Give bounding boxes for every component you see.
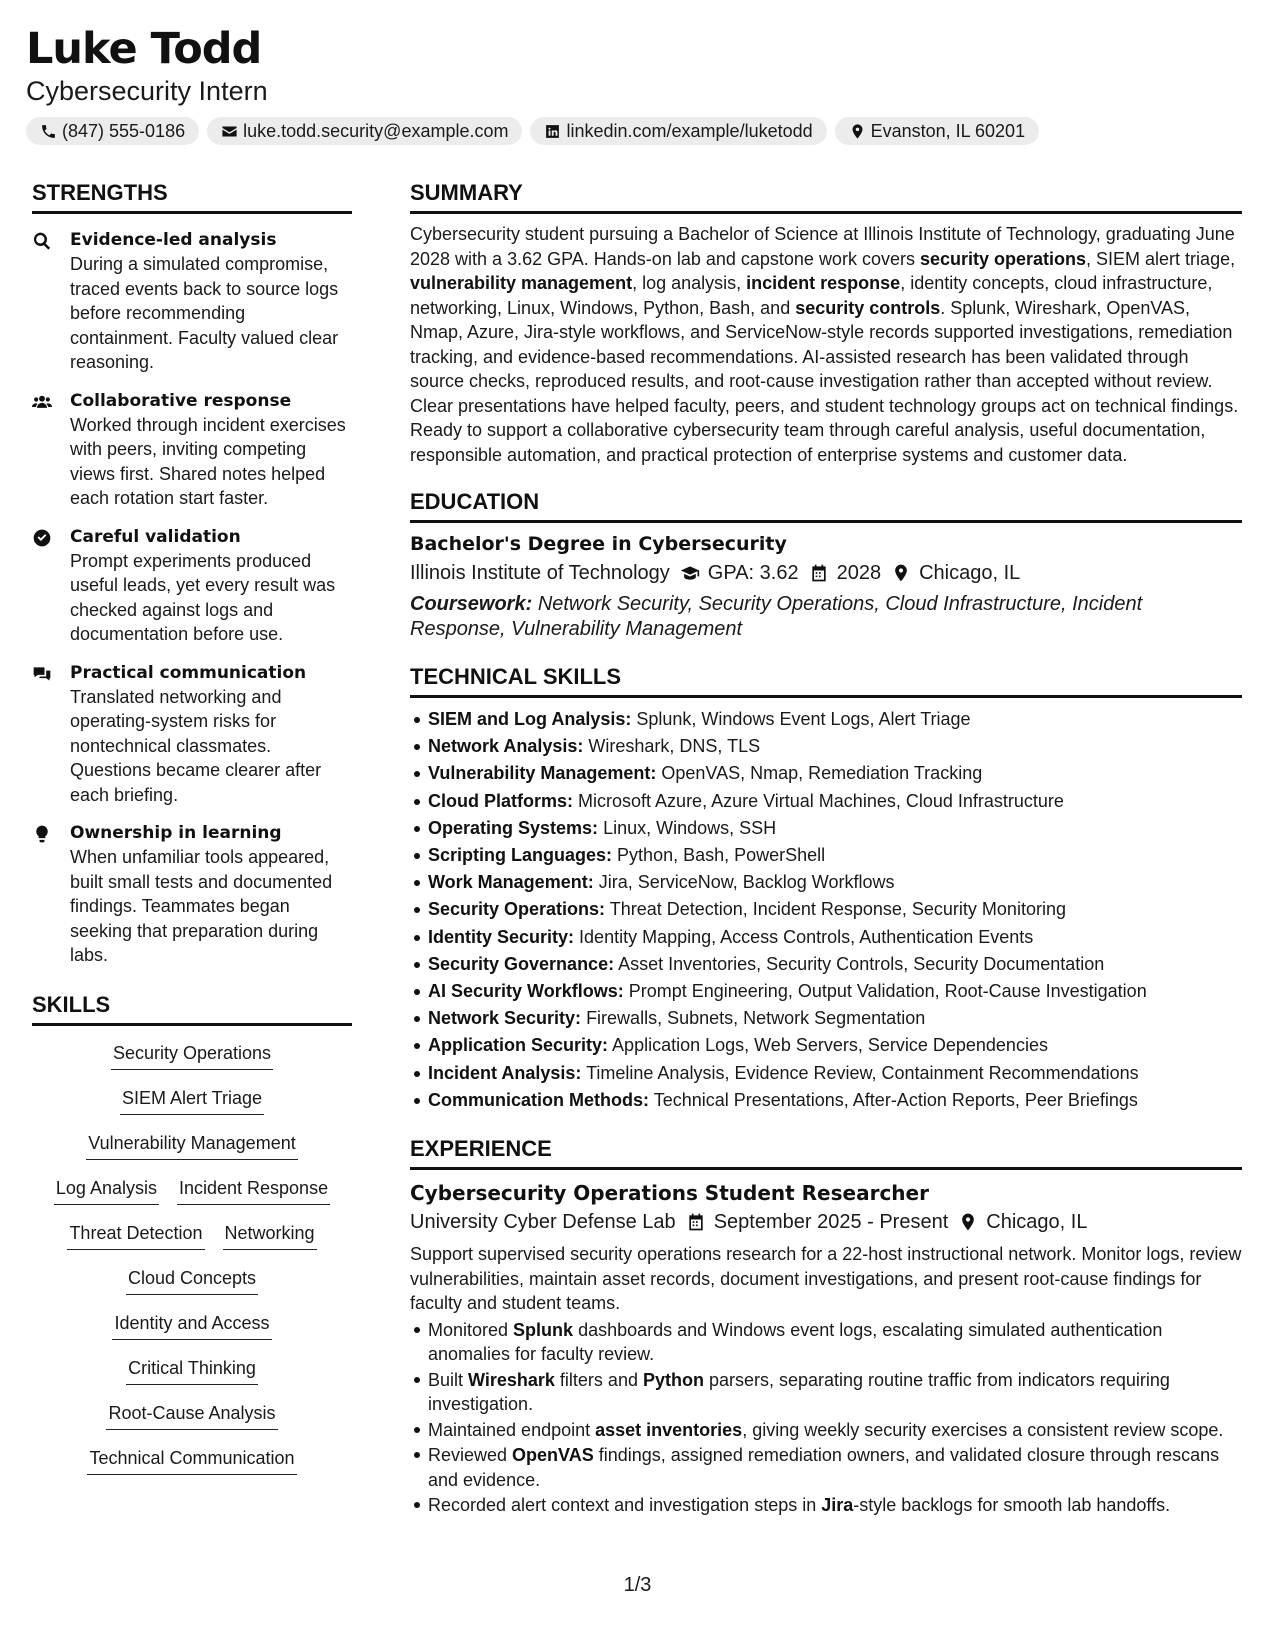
list-item xyxy=(410,1418,1242,1443)
page-number: 1/3 xyxy=(623,1574,652,1596)
calendar-icon xyxy=(809,563,829,583)
coursework-label: Coursework: xyxy=(410,593,533,615)
list-item xyxy=(410,1493,1242,1518)
left-column xyxy=(32,180,352,1490)
bullet-part: Maintained endpoint xyxy=(428,1419,596,1440)
phone-text: (847) 555-0186 xyxy=(62,120,186,141)
summary-keyword: security operations xyxy=(919,248,1087,269)
skill-values: Asset Inventories, Security Controls, Security Documentation xyxy=(618,953,1105,974)
skill-tag: Log Analysis xyxy=(54,1175,159,1205)
strengths-list xyxy=(32,228,352,968)
skill-category: Network Analysis: xyxy=(428,736,584,757)
list-item xyxy=(410,1032,1242,1059)
skill-tag: Threat Detection xyxy=(67,1220,204,1250)
skill-values: Timeline Analysis, Evidence Review, Containment Recommendations xyxy=(586,1062,1139,1083)
list-item xyxy=(410,842,1242,869)
strengths-heading: STRENGTHS xyxy=(32,180,352,214)
skill-tag: Identity and Access xyxy=(112,1310,271,1340)
lightbulb-icon xyxy=(32,824,52,844)
candidate-name: Luke Todd xyxy=(26,24,262,74)
summary-text xyxy=(410,222,1242,467)
list-item xyxy=(410,1087,1242,1114)
bullet-keyword: Python xyxy=(642,1369,704,1390)
education-section xyxy=(410,489,1242,642)
summary-part: , SIEM alert triage, xyxy=(1086,248,1236,269)
skill-tag: Critical Thinking xyxy=(126,1355,258,1385)
job-bullets xyxy=(410,1318,1242,1518)
technical-skills-section xyxy=(410,664,1242,1114)
skill-values: Firewalls, Subnets, Network Segmentation xyxy=(586,1008,926,1029)
skill-tags xyxy=(32,1040,352,1490)
linkedin-text: linkedin.com/example/luketodd xyxy=(566,120,813,141)
skill-tag: Networking xyxy=(223,1220,317,1250)
bullet-part: Recorded alert context and investigation steps in xyxy=(428,1495,822,1516)
skill-values: Microsoft Azure, Azure Virtual Machines, Cloud Infrastructure xyxy=(578,790,1064,811)
school-name: Illinois Institute of Technology xyxy=(410,562,670,584)
list-item xyxy=(410,788,1242,815)
bullet-part: findings, assigned remediation owners, and validated closure through rescans and evidence. xyxy=(428,1445,1220,1490)
job-title: Cybersecurity Operations Student Researcher xyxy=(410,1181,929,1206)
strength-title: Careful validation xyxy=(70,526,241,547)
map-pin-icon xyxy=(958,1212,978,1232)
location-text: Evanston, IL 60201 xyxy=(870,120,1026,141)
phone-chip[interactable] xyxy=(26,117,199,145)
skill-values: OpenVAS, Nmap, Remediation Tracking xyxy=(661,763,983,784)
strength-description: When unfamiliar tools appeared, built small tests and documented findings. Teammates began seeking that preparation during labs. xyxy=(70,847,333,965)
list-item xyxy=(410,1368,1242,1417)
organization-name: University Cyber Defense Lab xyxy=(410,1211,676,1234)
users-icon xyxy=(32,392,52,412)
map-pin-icon xyxy=(891,563,911,583)
graduation-year: 2028 xyxy=(836,562,882,584)
job-location: Chicago, IL xyxy=(986,1211,1088,1234)
bullet-keyword: OpenVAS xyxy=(512,1445,594,1466)
skill-values: Identity Mapping, Access Controls, Authentication Events xyxy=(579,926,1034,947)
skill-values: Technical Presentations, After-Action Reports, Peer Briefings xyxy=(653,1089,1138,1110)
technical-skills-heading: TECHNICAL SKILLS xyxy=(410,664,1242,698)
linkedin-icon xyxy=(544,123,561,140)
bullet-part: Built xyxy=(428,1369,469,1390)
gpa: GPA: 3.62 xyxy=(707,562,799,584)
bullet-part: Monitored xyxy=(428,1319,514,1340)
education-meta xyxy=(410,558,1242,588)
skill-values: Splunk, Windows Event Logs, Alert Triage xyxy=(636,709,971,729)
list-item xyxy=(410,978,1242,1005)
list-item xyxy=(410,1318,1242,1367)
skill-category: Cloud Platforms: xyxy=(428,790,574,811)
job-description: Support supervised security operations research for a 22-host instructional network. Monitor logs, review vulnerabilities, maintain asset records, document investigations, and present root-cause findings for faculty and student teams. xyxy=(410,1244,1242,1314)
coursework-list: Network Security, Security Operations, Cloud Infrastructure, Incident Response, Vulnerability Management xyxy=(410,593,1143,640)
list-item xyxy=(410,924,1242,951)
skill-category: Security Operations: xyxy=(428,899,606,920)
list-item xyxy=(410,1005,1242,1032)
skill-tag: Root-Cause Analysis xyxy=(106,1400,277,1430)
graduation-cap-icon xyxy=(680,563,700,583)
technical-skills-list xyxy=(410,706,1242,1114)
phone-icon xyxy=(40,123,57,140)
strength-description: Translated networking and operating-system risks for nontechnical classmates. Questions became clearer after each briefing. xyxy=(70,686,322,805)
skill-category: Network Security: xyxy=(428,1008,582,1029)
skill-tag: Security Operations xyxy=(111,1040,273,1070)
skill-category: Incident Analysis: xyxy=(428,1062,582,1083)
strength-item xyxy=(32,389,352,511)
list-item xyxy=(410,1060,1242,1087)
bullet-part: Reviewed xyxy=(428,1445,513,1466)
list-item xyxy=(410,1443,1242,1492)
skill-category: Security Governance: xyxy=(428,953,615,974)
skills-heading: SKILLS xyxy=(32,992,352,1026)
strength-description: Worked through incident exercises with peers, inviting competing views first. Shared notes helped each rotation start faster. xyxy=(70,414,346,508)
bullet-part: filters and xyxy=(554,1369,643,1390)
strength-item xyxy=(32,661,352,808)
summary-part: . Splunk, Wireshark, OpenVAS, Nmap, Azure, Jira-style workflows, and ServiceNow-style records supported investigations, remediation tracking, and evidence-based recommendations. AI-assisted research has been validated through source checks, reproduced results, and root-cause investigation rather than accepted without review. Clear presentations have helped faculty, peers, and student technology groups act on technical findings. Ready to support a collaborative cybersecurity team through careful analysis, useful documentation, responsible automation, and practical protection of enterprise systems and customer data. xyxy=(410,297,1239,465)
bullet-part: , giving weekly security exercises a consistent review scope. xyxy=(742,1419,1224,1440)
list-item xyxy=(410,706,1242,733)
job-dates: September 2025 - Present xyxy=(713,1211,949,1234)
skill-values: Threat Detection, Incident Response, Security Monitoring xyxy=(609,899,1066,920)
bullet-keyword: Jira xyxy=(821,1495,854,1516)
bullet-part: -style backlogs for smooth lab handoffs. xyxy=(853,1495,1171,1516)
list-item xyxy=(410,760,1242,787)
summary-part: Cybersecurity student pursuing a Bachelor of Science at Illinois Institute of Technology, graduating June 2028 with a 3.62 GPA. Hands-on lab and capstone work covers xyxy=(410,224,1235,269)
chat-bubbles-icon xyxy=(32,664,52,684)
linkedin-chip[interactable] xyxy=(530,117,826,145)
skill-category: Vulnerability Management: xyxy=(428,763,657,784)
strength-item xyxy=(32,525,352,647)
list-item xyxy=(410,951,1242,978)
email-chip[interactable] xyxy=(207,117,522,145)
summary-part: , identity concepts, cloud infrastructure, networking, Linux, Windows, Python, Bash, and xyxy=(410,273,1213,318)
education-heading: EDUCATION xyxy=(410,489,1242,523)
summary-part: , log analysis, xyxy=(632,273,747,293)
strength-description: Prompt experiments produced useful leads, yet every result was checked against logs and documentation before use. xyxy=(70,550,336,644)
right-column xyxy=(410,180,1242,1519)
skill-category: Work Management: xyxy=(428,872,594,893)
strength-description: During a simulated compromise, traced events back to source logs before recommending containment. Faculty valued clear reasoning. xyxy=(70,254,339,372)
strength-title: Evidence-led analysis xyxy=(70,230,277,250)
list-item xyxy=(410,896,1242,923)
skill-category: Operating Systems: xyxy=(428,817,599,838)
summary-keyword: security controls xyxy=(795,297,941,318)
skill-tag: Vulnerability Management xyxy=(86,1130,297,1160)
contact-bar xyxy=(26,117,1249,145)
strength-title: Collaborative response xyxy=(70,390,292,411)
skill-category: AI Security Workflows: xyxy=(428,981,624,1002)
calendar-icon xyxy=(686,1212,706,1232)
skill-category: Identity Security: xyxy=(428,926,575,947)
bullet-keyword: Wireshark xyxy=(468,1369,555,1390)
summary-keyword: incident response xyxy=(746,273,901,293)
bullet-keyword: asset inventories xyxy=(595,1419,743,1440)
list-item xyxy=(410,733,1242,760)
job-meta xyxy=(410,1207,1242,1237)
experience-section xyxy=(410,1136,1242,1518)
skill-values: Wireshark, DNS, TLS xyxy=(588,736,761,757)
list-item xyxy=(410,815,1242,842)
location-chip xyxy=(835,117,1039,145)
skill-values: Prompt Engineering, Output Validation, Root-Cause Investigation xyxy=(628,981,1147,1002)
envelope-icon xyxy=(221,123,238,140)
skill-values: Application Logs, Web Servers, Service Dependencies xyxy=(612,1035,1048,1056)
strength-item xyxy=(32,821,352,968)
skill-category: Communication Methods: xyxy=(428,1089,649,1110)
resume-header xyxy=(26,24,1249,145)
skill-category: Scripting Languages: xyxy=(428,845,613,866)
skill-values: Linux, Windows, SSH xyxy=(603,817,777,838)
bullet-part: dashboards and Windows event logs, escalating simulated authentication anomalies for faculty review. xyxy=(428,1319,1163,1365)
email-text: luke.todd.security@example.com xyxy=(243,120,509,141)
skill-tag: SIEM Alert Triage xyxy=(120,1085,264,1115)
skill-tag: Incident Response xyxy=(177,1175,330,1205)
coursework xyxy=(410,592,1242,642)
skill-category: Application Security: xyxy=(428,1035,609,1056)
strength-title: Ownership in learning xyxy=(70,823,282,843)
bullet-part: parsers, separating routine traffic from indicators requiring investigation. xyxy=(428,1369,1170,1415)
skill-values: Python, Bash, PowerShell xyxy=(617,845,826,866)
bullet-keyword: Splunk xyxy=(513,1319,574,1340)
strength-item xyxy=(32,228,352,375)
candidate-role: Cybersecurity Intern xyxy=(26,76,268,106)
summary-keyword: vulnerability management xyxy=(410,273,633,293)
experience-heading: EXPERIENCE xyxy=(410,1136,1242,1170)
strength-title: Practical communication xyxy=(70,662,307,683)
school-location: Chicago, IL xyxy=(919,562,1021,584)
check-circle-icon xyxy=(32,528,52,548)
search-icon xyxy=(32,231,52,251)
skill-tag: Technical Communication xyxy=(87,1445,296,1475)
skill-category: SIEM and Log Analysis: xyxy=(428,709,632,729)
skill-values: Jira, ServiceNow, Backlog Workflows xyxy=(598,872,895,893)
summary-heading: SUMMARY xyxy=(410,180,1242,214)
list-item xyxy=(410,869,1242,896)
degree-title: Bachelor's Degree in Cybersecurity xyxy=(410,533,787,555)
map-pin-icon xyxy=(849,123,866,140)
skill-tag: Cloud Concepts xyxy=(126,1265,258,1295)
